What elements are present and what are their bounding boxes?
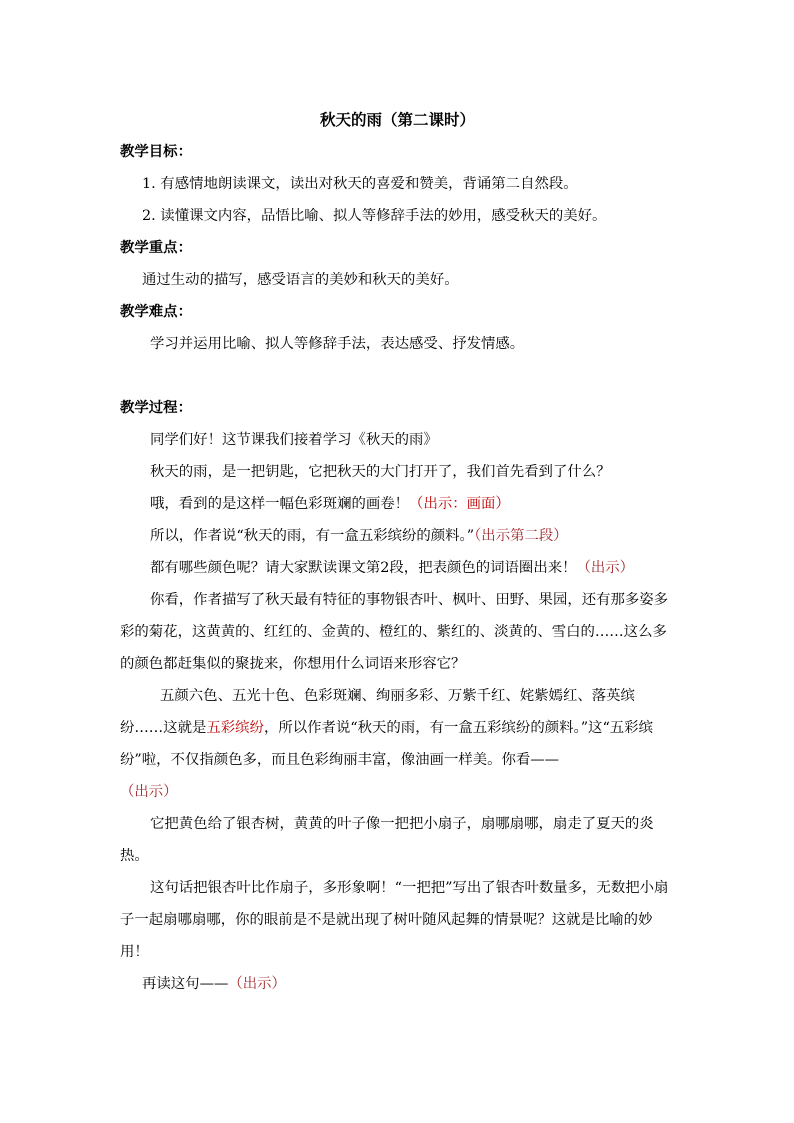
difficulties-text: 学习并运用比喻、拟人等修辞手法，表达感受、抒发情感。 [150,336,525,352]
process-paragraph-3 [120,488,675,520]
process-paragraph-2: 秋天的雨，是一把钥匙，它把秋天的大门打开了，我们首先看到了什么？ [150,464,611,480]
paragraph-7-part-b: ，所以作者说“秋天的雨，有一盒五彩缤纷的颜料。”这“五彩缤纷”啦，不仅指颜色多，而且色彩绚丽丰富，像油画一样美。你看—— [120,720,653,768]
show-picture-note: （出示：画面） [409,496,510,512]
document-body [120,104,675,1000]
paragraph-3-text: 哦，看到的是这样一幅色彩斑斓的画卷！ [150,496,410,512]
paragraph-11-text: 再读这句—— [142,976,229,992]
objective-item-2: 2. 读懂课文内容，品悟比喻、拟人等修辞手法的妙用，感受秋天的美好。 [142,208,607,224]
blank-line [120,360,675,392]
process-paragraph-7 [120,680,675,776]
highlight-colorful: 五彩缤纷 [206,720,264,736]
show-note-1: （出示） [576,560,635,576]
paragraph-5-text: 都有哪些颜色呢？请大家默读课文第2段，把表颜色的词语圈出来！ [150,560,577,576]
key-points-text: 通过生动的描写，感受语言的美妙和秋天的美好。 [142,272,459,288]
process-heading: 教学过程： [120,399,192,416]
page-title: 秋天的雨（第二课时） [319,110,475,129]
process-paragraph-1: 同学们好！这节课我们接着学习《秋天的雨》 [150,432,438,448]
paragraph-7-part-a: 五颜六色、五光十色、色彩斑斓、绚丽多彩、万紫千红、姹紫嫣红、落英缤纷……这就是 [120,688,635,736]
process-paragraph-5 [120,552,675,584]
objectives-heading: 教学目标： [120,143,192,160]
process-paragraph-11 [120,968,675,1000]
process-paragraph-4 [120,520,675,552]
show-second-section-note: （出示第二段） [474,528,568,544]
process-paragraph-6: 你看，作者描写了秋天最有特征的事物银杏叶、枫叶、田野、果园，还有那多姿多彩的菊花，这黄黄的、红红的、金黄的、橙红的、紫红的、淡黄的、雪白的……这么多的颜色都赶集似的聚拢来，你想用什么词语来形容它？ [120,592,669,672]
show-note-3: （出示） [228,976,286,992]
process-paragraph-9: 它把黄色给了银杏树，黄黄的叶子像一把把小扇子，扇哪扇哪，扇走了夏天的炎热。 [120,816,654,864]
show-note-2: （出示） [120,784,178,800]
key-points-heading: 教学重点： [120,239,192,256]
paragraph-4-text: 所以，作者说“秋天的雨，有一盒五彩缤纷的颜料。” [150,528,475,544]
objective-item-1: 1. 有感情地朗读课文，读出对秋天的喜爱和赞美，背诵第二自然段。 [142,176,578,192]
process-paragraph-10: 这句话把银杏叶比作扇子，多形象啊！“一把把”写出了银杏叶数量多，无数把小扇子一起扇哪扇哪，你的眼前是不是就出现了树叶随风起舞的情景呢？这就是比喻的妙用！ [120,880,669,960]
difficulties-heading: 教学难点： [120,303,192,320]
